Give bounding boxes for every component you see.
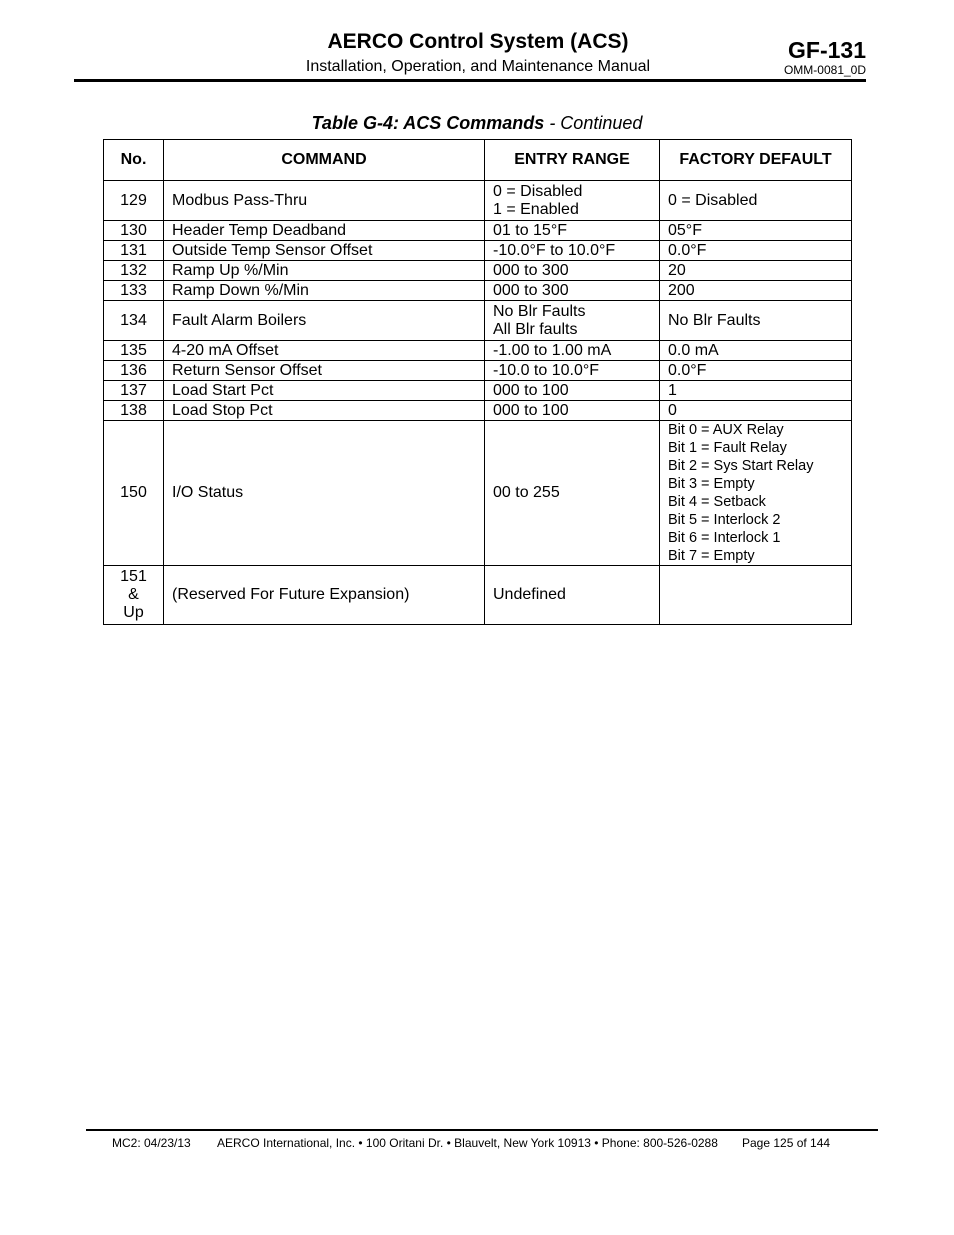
cell-factory-default: [660, 401, 852, 421]
cell-no-line: 138: [120, 401, 147, 419]
cell-command: Fault Alarm Boilers: [164, 301, 485, 341]
column-header-entry-range: ENTRY RANGE: [485, 140, 660, 181]
cell-factory-default: [660, 341, 852, 361]
footer-revision: MC2: 04/23/13: [112, 1136, 191, 1150]
cell-no-line: 131: [120, 241, 147, 259]
cell-entry-range-line: 1 = Enabled: [493, 200, 579, 218]
cell-factory-default: [660, 221, 852, 241]
table-row: [104, 181, 852, 221]
table-row: [104, 301, 852, 341]
cell-factory-default-line: Bit 5 = Interlock 2: [668, 512, 781, 528]
table-header-row: [104, 140, 852, 181]
cell-no-line: 137: [120, 381, 147, 399]
cell-factory-default: [660, 566, 852, 625]
footer-page-number: Page 125 of 144: [742, 1136, 831, 1150]
cell-factory-default-line: Bit 0 = AUX Relay: [668, 422, 784, 438]
cell-no: [104, 566, 164, 625]
cell-no: [104, 341, 164, 361]
table-row: [104, 261, 852, 281]
cell-entry-range-line: Undefined: [493, 586, 566, 603]
cell-no-line: 150: [120, 484, 147, 501]
cell-no-line: Up: [123, 604, 144, 621]
cell-entry-range: [485, 566, 660, 625]
cell-entry-range: [485, 381, 660, 401]
cell-no: [104, 401, 164, 421]
cell-no: [104, 221, 164, 241]
table-row: [104, 401, 852, 421]
cell-factory-default: [660, 301, 852, 341]
cell-factory-default-line: Bit 3 = Empty: [668, 476, 755, 492]
table-caption-title: Table G-4: ACS Commands: [311, 113, 545, 133]
cell-factory-default: [660, 421, 852, 566]
cell-factory-default-line: 1: [668, 381, 677, 399]
cell-factory-default-line: No Blr Faults: [668, 311, 761, 329]
cell-entry-range: [485, 341, 660, 361]
cell-entry-range: [485, 421, 660, 566]
cell-no-line: 135: [120, 341, 147, 359]
cell-entry-range-line: -10.0°F to 10.0°F: [493, 241, 616, 259]
cell-no-line: 151: [120, 568, 147, 585]
cell-factory-default-line: 0.0°F: [668, 241, 707, 259]
cell-entry-range: [485, 241, 660, 261]
cell-no-line: &: [128, 586, 139, 603]
cell-entry-range: [485, 301, 660, 341]
cell-factory-default: [660, 241, 852, 261]
cell-entry-range-line: 000 to 300: [493, 281, 569, 299]
cell-entry-range: [485, 361, 660, 381]
cell-factory-default-line: 0.0°F: [668, 361, 707, 379]
document-code: OMM-0081_0D: [783, 63, 866, 77]
cell-no-line: 134: [120, 311, 147, 329]
table-row: [104, 566, 852, 625]
cell-entry-range-line: 000 to 100: [493, 381, 569, 399]
cell-entry-range-line: -1.00 to 1.00 mA: [493, 341, 612, 359]
footer-company-info: AERCO International, Inc. • 100 Oritani Dr. • Blauvelt, New York 10913 • Phone: 800-526-0288: [217, 1136, 718, 1150]
cell-no-line: 132: [120, 261, 147, 279]
cell-entry-range: [485, 221, 660, 241]
cell-factory-default-line: Bit 7 = Empty: [668, 548, 755, 564]
column-header-factory-default: FACTORY DEFAULT: [660, 140, 852, 181]
footer-divider: [86, 1129, 878, 1131]
cell-no: [104, 361, 164, 381]
cell-no: [104, 261, 164, 281]
cell-entry-range-line: All Blr faults: [493, 320, 578, 338]
cell-no-line: 136: [120, 361, 147, 379]
cell-factory-default: [660, 361, 852, 381]
cell-factory-default-line: 0.0 mA: [668, 341, 719, 359]
table-row: [104, 241, 852, 261]
cell-command: Outside Temp Sensor Offset: [164, 241, 485, 261]
cell-entry-range-line: 0 = Disabled: [493, 182, 583, 200]
document-title: AERCO Control System (ACS): [327, 30, 629, 53]
cell-factory-default: [660, 381, 852, 401]
cell-factory-default: [660, 281, 852, 301]
table-row: [104, 421, 852, 566]
cell-entry-range-line: 01 to 15°F: [493, 221, 567, 239]
table-caption: [100, 112, 854, 134]
cell-factory-default-line: 05°F: [668, 221, 702, 239]
table-body: [104, 181, 852, 625]
cell-factory-default-line: Bit 4 = Setback: [668, 494, 766, 510]
column-header-command: COMMAND: [164, 140, 485, 181]
cell-command: Ramp Up %/Min: [164, 261, 485, 281]
cell-command: Return Sensor Offset: [164, 361, 485, 381]
cell-factory-default: [660, 181, 852, 221]
cell-entry-range: [485, 261, 660, 281]
cell-entry-range: [485, 401, 660, 421]
cell-entry-range-line: 000 to 100: [493, 401, 569, 419]
document-number: GF-131: [788, 37, 866, 63]
cell-factory-default-line: Bit 2 = Sys Start Relay: [668, 458, 814, 474]
cell-factory-default: [660, 261, 852, 281]
table-row: [104, 341, 852, 361]
cell-no: [104, 281, 164, 301]
cell-factory-default-line: Bit 1 = Fault Relay: [668, 440, 787, 456]
cell-entry-range: [485, 181, 660, 221]
cell-no-line: 129: [120, 191, 147, 209]
cell-factory-default-line: 200: [668, 281, 695, 299]
table-row: [104, 381, 852, 401]
cell-factory-default-line: Bit 6 = Interlock 1: [668, 530, 781, 546]
cell-command: I/O Status: [164, 421, 485, 566]
table-row: [104, 221, 852, 241]
cell-entry-range-line: 000 to 300: [493, 261, 569, 279]
cell-entry-range: [485, 281, 660, 301]
cell-command: Modbus Pass-Thru: [164, 181, 485, 221]
column-header-no: No.: [104, 140, 164, 181]
cell-no-line: 133: [120, 281, 147, 299]
table-row: [104, 361, 852, 381]
cell-no: [104, 301, 164, 341]
table-caption-continued: - Continued: [544, 113, 643, 133]
cell-no: [104, 241, 164, 261]
cell-entry-range-line: No Blr Faults: [493, 302, 586, 320]
cell-no-line: 130: [120, 221, 147, 239]
commands-table: [103, 139, 852, 625]
cell-command: Ramp Down %/Min: [164, 281, 485, 301]
cell-entry-range-line: 00 to 255: [493, 484, 560, 501]
document-subtitle: Installation, Operation, and Maintenance Manual: [305, 58, 651, 75]
cell-factory-default-line: 0: [668, 401, 677, 419]
cell-command: 4-20 mA Offset: [164, 341, 485, 361]
cell-factory-default-line: 20: [668, 261, 686, 279]
cell-command: (Reserved For Future Expansion): [164, 566, 485, 625]
cell-command: Load Start Pct: [164, 381, 485, 401]
cell-command: Load Stop Pct: [164, 401, 485, 421]
cell-entry-range-line: -10.0 to 10.0°F: [493, 361, 600, 379]
cell-factory-default-line: 0 = Disabled: [668, 191, 758, 209]
table-row: [104, 281, 852, 301]
cell-no: [104, 421, 164, 566]
cell-no: [104, 381, 164, 401]
header-divider: [74, 79, 866, 82]
cell-no: [104, 181, 164, 221]
cell-command: Header Temp Deadband: [164, 221, 485, 241]
